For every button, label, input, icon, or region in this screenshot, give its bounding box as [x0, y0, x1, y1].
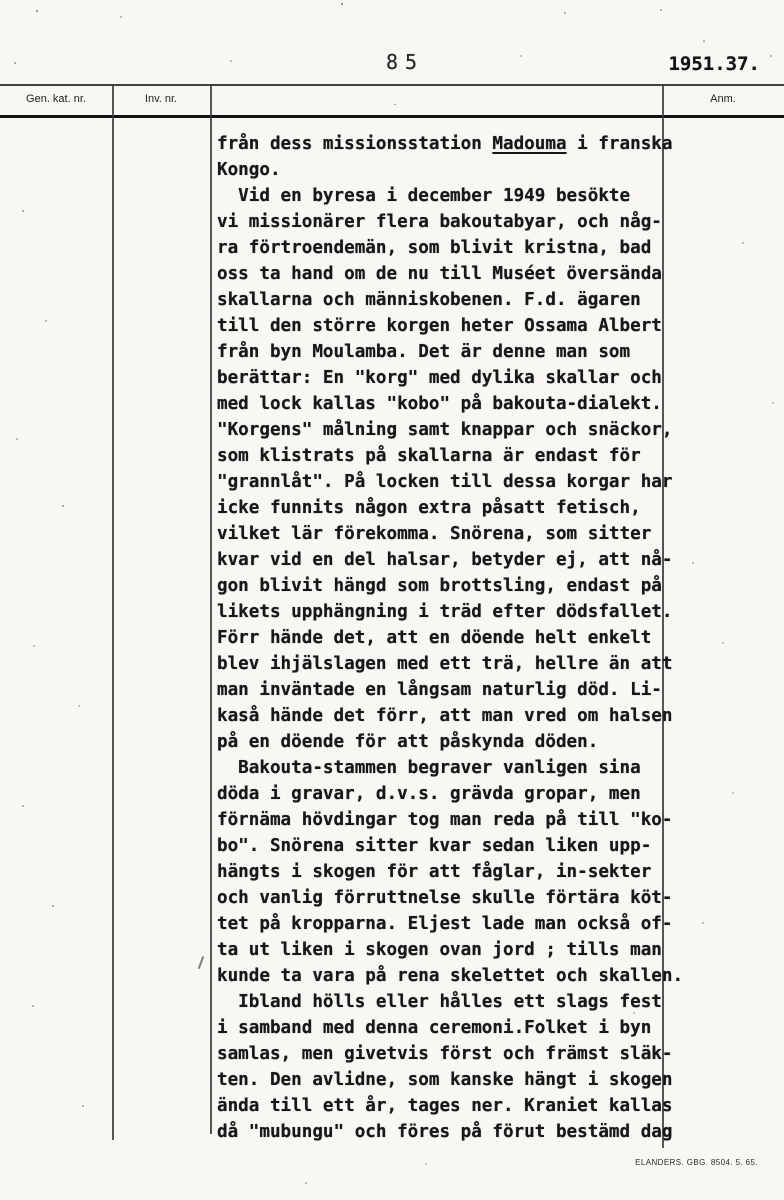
- column-header-gen-kat-nr: Gen. kat. nr.: [26, 93, 86, 105]
- text-line: kvar vid en del halsar, betyder ej, att nå-: [217, 550, 673, 570]
- table-top-border: [0, 84, 784, 86]
- printer-mark: ELANDERS. GBG. 8504. 5. 65.: [635, 1158, 758, 1167]
- text-line: vi missionärer flera bakoutabyar, och någ-: [217, 212, 662, 232]
- text-line: döda i gravar, d.v.s. grävda gropar, men: [217, 784, 641, 804]
- text-line: kaså hände det förr, att man vred om halsen: [217, 706, 673, 726]
- column-header-inv-nr: Inv. nr.: [144, 93, 178, 105]
- text-line: från byn Moulamba. Det är denne man som: [217, 342, 631, 362]
- text-line: Förr hände det, att en döende helt enkelt: [217, 628, 652, 648]
- text-line: ra förtroendemän, som blivit kristna, bad: [217, 238, 652, 258]
- column-header-anm: Anm.: [710, 93, 736, 105]
- column-divider-1: [112, 84, 114, 1140]
- text-line: berättar: En "korg" med dylika skallar och: [217, 368, 662, 388]
- text-line: blev ihjälslagen med ett trä, hellre än att: [217, 654, 673, 674]
- text-line: tet på kropparna. Eljest lade man också of-: [217, 914, 673, 934]
- text-line: bo". Snörena sitter kvar sedan liken upp-: [217, 836, 652, 856]
- text-line: förnäma hövdingar tog man reda på till "ko-: [217, 810, 673, 830]
- text-line: likets upphängning i träd efter dödsfallet.: [217, 602, 673, 622]
- text-line: man inväntade en långsam naturlig död. Li-: [217, 680, 662, 700]
- text-line: på en döende för att påskynda döden.: [217, 732, 599, 752]
- text-line: Kongo.: [217, 160, 281, 180]
- text-line: ta ut liken i skogen ovan jord ; tills man: [217, 940, 662, 960]
- text-line: i samband med denna ceremoni.Folket i byn: [217, 1018, 652, 1038]
- text-line: samlas, men givetvis först och främst släk-: [217, 1044, 673, 1064]
- text-line: Vid en byresa i december 1949 besökte: [217, 186, 631, 206]
- stray-pen-mark: [198, 956, 204, 969]
- text-line: oss ta hand om de nu till Muséet översända: [217, 264, 662, 284]
- table-header-bottom-border: [0, 115, 784, 118]
- underlined-word: Madouma: [492, 134, 567, 154]
- document-number: 1951.37.: [668, 53, 760, 75]
- text-line: då "mubungu" och föres på förut bestämd dag: [217, 1122, 673, 1142]
- text-line: "Korgens" målning samt knappar och snäckor,: [217, 420, 673, 440]
- column-header-middle-dot: .: [393, 96, 397, 108]
- column-divider-2: [210, 84, 212, 1134]
- text-line: från dess missionsstation Madouma i franska: [217, 134, 673, 154]
- text-line: och vanlig förruttnelse skulle förtära köt-: [217, 888, 673, 908]
- text-line: skallarna och människobenen. F.d. ägaren: [217, 290, 641, 310]
- text-line: ända till ett år, tages ner. Kraniet kallas: [217, 1096, 673, 1116]
- text-line: hängts i skogen för att fåglar, in-sekter: [217, 862, 652, 882]
- text-line: vilket lär förekomma. Snörena, som sitter: [217, 524, 652, 544]
- text-line: "grannlåt". På locken till dessa korgar har: [217, 472, 673, 492]
- text-line: gon blivit hängd som brottsling, endast på: [217, 576, 662, 596]
- text-line: med lock kallas "kobo" på bakouta-dialekt.: [217, 394, 662, 414]
- text-line: kunde ta vara på rena skelettet och skallen.: [217, 966, 684, 986]
- typewritten-text: [217, 131, 717, 1145]
- text-line: icke funnits någon extra påsatt fetisch,: [217, 498, 641, 518]
- page-number: 85: [386, 50, 425, 74]
- text-line: som klistrats på skallarna är endast för: [217, 446, 641, 466]
- scan-noise: [0, 0, 2, 2]
- text-line: ten. Den avlidne, som kanske hängt i skogen: [217, 1070, 673, 1090]
- text-line: Bakouta-stammen begraver vanligen sina: [217, 758, 641, 778]
- text-line: till den större korgen heter Ossama Albert: [217, 316, 662, 336]
- text-line: Ibland hölls eller hålles ett slags fest: [217, 992, 662, 1012]
